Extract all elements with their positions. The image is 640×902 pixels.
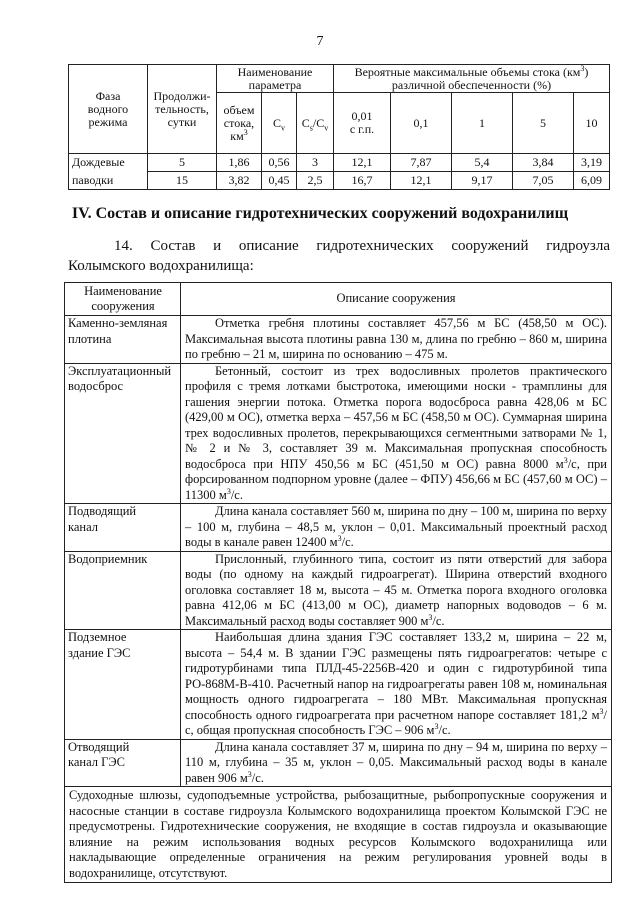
duration-cell: 5	[148, 154, 217, 172]
header-structure-name: Наименование сооружения	[65, 283, 181, 316]
structure-desc: Бетонный, состоит из трех водосливных пролетов практического профиля с тремя лотками быстротока, имеющими носки - трамплины для гашения энергии потока. Отметка порога водосброса равна 428,06 м БС (429,00 м ОС), отметка верха – 457,56 м БС (458,50 м ОС). Суммарная ширина трех водосливных пролетов, перекрывающихся сегментными затворами № 1, № 2 и № 3, составляет 39 м. Максимальная пропускная способность водосброса при НПУ 450,56 м БС (451,50 м ОС) равна 8000 $м^3/с$, при форсированном подпорном уровне (далее – ФПУ) 456,66 м БС (457,60 м ОС) – 11300 $м^3/с$.	[181, 363, 612, 504]
structure-name: Водоприемник	[65, 551, 181, 630]
cs-cell: 2,5	[297, 172, 334, 190]
table-note-row	[65, 787, 612, 883]
p10-cell: 3,19	[574, 154, 610, 172]
p10-cell: 6,09	[574, 172, 610, 190]
p1-cell: 5,4	[452, 154, 513, 172]
p5-cell: 3,84	[513, 154, 574, 172]
phase-cell: паводки	[69, 172, 148, 190]
header-duration: Продолжи- тельность, сутки	[148, 65, 217, 154]
p001-cell: 16,7	[334, 172, 391, 190]
structure-desc: Длина канала составляет 560 м, ширина по дну – 100 м, ширина по верху – 100 м, глубина – 48,5 м, уклон – 0,01. Максимальный проектный расход воды в канале равен 12400 $м^3/с$.	[181, 504, 612, 552]
header-p01: 0,1	[391, 93, 452, 154]
table-row	[65, 363, 612, 504]
structure-name: Подземное здание ГЭС	[65, 630, 181, 740]
table-row	[65, 316, 612, 364]
table-row	[69, 172, 610, 190]
header-param-group: Наименование параметра	[217, 65, 334, 93]
header-cs-cv: $C_s/C_v$	[297, 93, 334, 154]
header-p001: 0,01 с г.п.	[334, 93, 391, 154]
structure-name: Отводящий канал ГЭС	[65, 739, 181, 787]
header-cv: $C_v$	[262, 93, 297, 154]
structure-name: Эксплуатационный водосброс	[65, 363, 181, 504]
paragraph	[68, 236, 610, 276]
p01-cell: 7,87	[391, 154, 452, 172]
p01-cell: 12,1	[391, 172, 452, 190]
structure-name: Каменно-земляная плотина	[65, 316, 181, 364]
header-p1: 1	[452, 93, 513, 154]
header-structure-desc: Описание сооружения	[181, 283, 612, 316]
structure-desc: Длина канала составляет 37 м, ширина по дну – 94 м, ширина по верху – 110 м, глубина – 35 м, уклон – 0,05. Максимальный расход воды в канале равен 906 $м^3/с$.	[181, 739, 612, 787]
table-row	[69, 154, 610, 172]
section-title: IV. Состав и описание гидротехнических сооружений водохранилищ	[71, 205, 569, 222]
structure-desc: Отметка гребня плотины составляет 457,56 м БС (458,50 м ОС). Максимальная высота плотины равна 130 м, длина по гребню – 860 м, ширина по гребню – 21 м, ширина по основанию – 475 м.	[181, 316, 612, 364]
volume-cell: 3,82	[217, 172, 262, 190]
header-prob-group: Вероятные максимальные объемы стока $(км^3)$ различной обеспеченности (%)	[334, 65, 610, 93]
runoff-table	[68, 64, 610, 190]
p001-cell: 12,1	[334, 154, 391, 172]
volume-cell: 1,86	[217, 154, 262, 172]
p1-cell: 9,17	[452, 172, 513, 190]
cv-cell: 0,56	[262, 154, 297, 172]
table-row	[65, 504, 612, 552]
phase-cell: Дождевые	[69, 154, 148, 172]
cs-cell: 3	[297, 154, 334, 172]
header-volume: объем стока, $км^3$	[217, 93, 262, 154]
cv-cell: 0,45	[262, 172, 297, 190]
page-number: 7	[316, 34, 324, 49]
table-note: Судоходные шлюзы, судоподъемные устройства, рыбозащитные, рыбопропускные сооружения и насосные станции в составе гидроузла Колымского водохранилища проектом Колымской ГЭС не предусмотрены. Гидротехнические сооружения, не входящие в состав гидроузла и оказывающие влияние на режим использования водных ресурсов Колымского водохранилища или накладывающие определенные ограничения на режим регулирования уровней воды в водохранилище, отсутствуют.	[65, 787, 612, 883]
p5-cell: 7,05	[513, 172, 574, 190]
structure-desc: Прислонный, глубинного типа, состоит из пяти отверстий для забора воды (по одному на каждый гидроагрегат). Ширина отверстий входного оголовка составляет 18 м, высота – 45 м. Отметка порога входного оголовка равна 412,06 м БС (413,00 м ОС), диаметр напорных водоводов – 6 м. Максимальный расход воды составляет 900 $м^3/с$.	[181, 551, 612, 630]
header-p10: 10	[574, 93, 610, 154]
duration-cell: 15	[148, 172, 217, 190]
paragraph-line: Колымского водохранилища:	[68, 258, 254, 274]
header-p5: 5	[513, 93, 574, 154]
table-row	[65, 739, 612, 787]
table-row	[65, 630, 612, 740]
header-phase: Фаза водного режима	[69, 65, 148, 154]
paragraph-line: 14. Состав и описание гидротехнических сооружений гидроузла	[114, 238, 610, 254]
structures-table	[64, 282, 612, 883]
table-row	[65, 551, 612, 630]
structure-name: Подводящий канал	[65, 504, 181, 552]
structure-desc: Наибольшая длина здания ГЭС составляет 133,2 м, ширина – 22 м, высота – 54,4 м. В здании ГЭС размещены пять гидроагрегатов: четыре с гидротурбинами типа ПЛД-45-2256В-420 и один с гидротурбиной типа РО-868М-В-410. Расчетный напор на гидроагрегаты равен 108 м, номинальная мощность одного гидроагрегата – 180 МВт. Максимальная пропускная способность одного гидроагрегата при расчетном напоре составляет 181,2 $м^3/с$, общая пропускная способность ГЭС – 906 $м^3/с$.	[181, 630, 612, 740]
